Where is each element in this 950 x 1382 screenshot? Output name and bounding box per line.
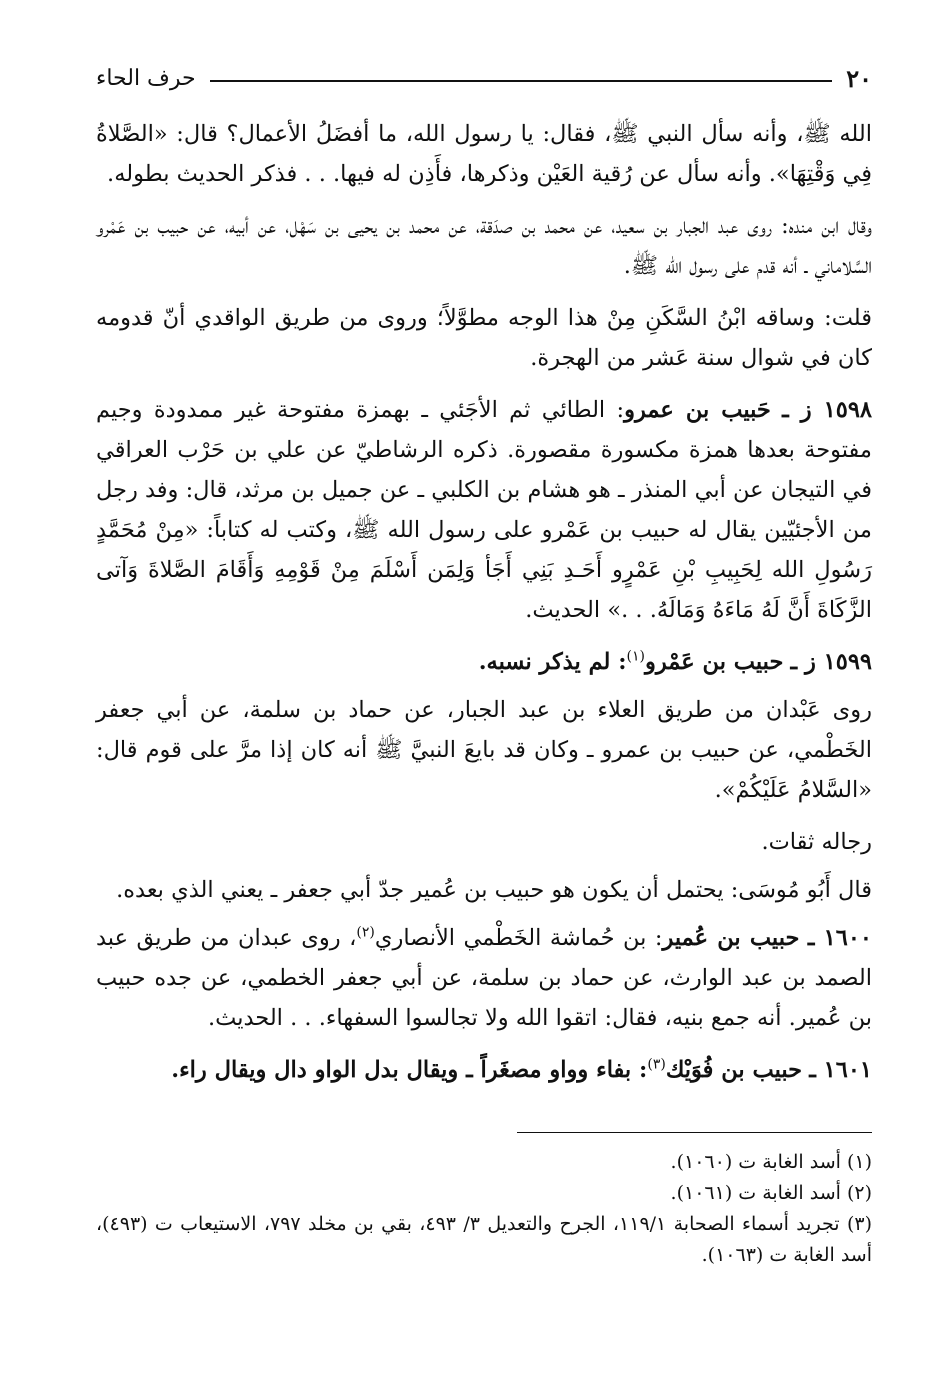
- footnotes: [96, 1147, 872, 1271]
- entry-name: حبيب بن فُوَيْك: [665, 1057, 803, 1083]
- paragraph-3: قلت: وساقه ابْنُ السَّكَنِ مِنْ هذا الوجه مطوَّلاً؛ وروى من طريق الواقدي أنّ قدومه كان في شوال سنة عَشر من الهجرة.: [96, 305, 872, 371]
- entry-text: : الطائي ثم الأجَئي ـ بهمزة مفتوحة غير ممدودة وجيم مفتوحة بعدها همزة مكسورة مقصورة. ذكره الرشاطيّ عن علي بن حَرْب العراقي في التيجان عن أبي المنذر ـ هو هشام بن الكلبي ـ عن جميل بن مرثد، قال: وفد رجل من الأجئيّين يقال له حبيب بن عَمْرو على رسول الله ﷺ، وكتب له كتاباً: «مِنْ مُحَمَّدٍ رَسُولِ الله لِحَبِيبِ بْنِ عَمْرٍو أَحَـدِ بَنِي أَجَأ وَلِمَن أَسْلَمَ مِنْ قَوْمِهِ وَأَقَامَ الصَّلاةَ وَآتى الزَّكَاةَ أَنَّ لَهُ مَاءَهُ وَمَالَهُ. . .» الحديث.: [96, 397, 872, 623]
- paragraph-abdan: روى عَبْدان من طريق العلاء بن عبد الجبار، عن حماد بن سلمة، عن أبي جعفر الخَطْمي، عن حبيب بن عمرو ـ وكان قد بايعَ النبيَّ ﷺ أنه كان إذا مرَّ على قوم قال: «السَّلامُ عَلَيْكُمْ».: [96, 697, 872, 803]
- footnote-ref: (٢): [356, 924, 375, 941]
- entry-text: : لم يذكر نسبه.: [478, 649, 627, 675]
- chapter-title: حرف الحاء: [96, 65, 196, 91]
- paragraph-1: الله ﷺ، وأنه سأل النبي ﷺ، فقال: يا رسول الله، ما أفضَلُ الأعمال؟ قال: «الصَّلاةُ فِي وَقْتِهَا». وأنه سأل عن رُقية العَيْن وذكرها، فأَذِن له فيها. . . فذكر الحديث بطوله.: [96, 121, 872, 187]
- footnote-3: (٣) تجريد أسماء الصحابة ١١٩/١، الجرح والتعديل ٣/ ٤٩٣، بقي بن مخلد ٧٩٧، الاستيعاب ت (٤٩٣)، أسد الغابة ت (١٠٦٣).: [96, 1213, 872, 1266]
- entry-1601: [96, 1050, 872, 1090]
- page-header: [96, 60, 872, 96]
- footnote-2: (٢) أسد الغابة ت (١٠٦١).: [670, 1182, 872, 1204]
- page-number: ٢٠: [846, 63, 872, 93]
- paragraph-rijal: رجاله ثقات.: [761, 829, 872, 855]
- page-body: [96, 114, 872, 1090]
- entry-number: ١٦٠١ ـ: [809, 1057, 872, 1083]
- entry-number: ١٥٩٨ ز ـ: [782, 397, 873, 423]
- entry-text: : بفاء وواو مصغَراً ـ ويقال بدل الواو دال ويقال راء.: [171, 1057, 648, 1083]
- paragraph-2: وقال ابن منده: روى عبد الجبار بن سعيد، عن محمد بن صدَقة، عن محمد بن يحيى بن سَهْل، عن أبيه، عن حبيب بن عَمْرو السَّلاماني ـ أنه قدم على رسول الله ﷺ.: [96, 213, 872, 279]
- footnote-1: (١) أسد الغابة ت (١٠٦٠).: [670, 1151, 872, 1173]
- paragraph-abu-musa: قال أَبُو مُوسَى: يحتمل أن يكون هو حبيب بن عُمير جدّ أبي جعفر ـ يعني الذي بعده.: [116, 877, 872, 903]
- footnote-divider: [517, 1132, 872, 1133]
- entry-name: حبيب بن عُمير: [662, 925, 800, 951]
- footnote-ref: (٣): [647, 1056, 666, 1073]
- entry-name: حَبيب بن عمرو: [624, 397, 771, 423]
- entry-name: حبيب بن عَمْرو: [645, 649, 784, 675]
- entry-number: ١٦٠٠ ـ: [807, 925, 872, 951]
- entry-1600: [96, 918, 872, 1038]
- entry-1598: [96, 390, 872, 630]
- header-rule: [210, 80, 833, 82]
- entry-text-b: ، روى عبدان من طريق عبد الصمد بن عبد الوارث، عن حماد بن سلمة، عن أبي جعفر الخطمي، عن جده حبيب بن عُمير. أنه جمع بنيه، فقال: اتقوا الله ولا تجالسوا السفهاء. . . الحديث.: [96, 925, 872, 1031]
- footnote-ref: (١): [626, 648, 646, 665]
- entry-1599: [96, 642, 872, 682]
- entry-number: ١٥٩٩ ز ـ: [790, 649, 872, 675]
- entry-text-a: : بن حُماشة الخَطْمي الأنصاري: [374, 925, 663, 951]
